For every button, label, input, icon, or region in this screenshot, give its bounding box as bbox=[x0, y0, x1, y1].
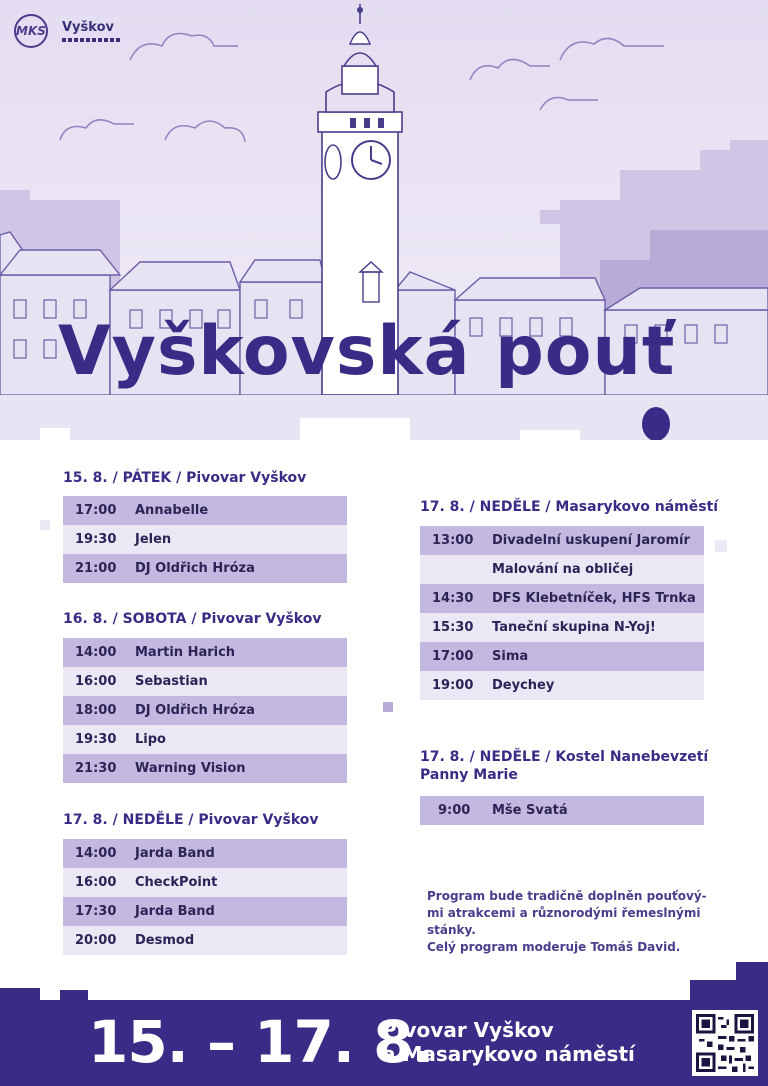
row-act: Sima bbox=[492, 649, 529, 664]
event-title: Vyškovská pouť bbox=[58, 312, 676, 391]
qr-code-icon[interactable] bbox=[692, 1010, 758, 1076]
pixel-decoration bbox=[715, 540, 727, 552]
row-time: 21:00 bbox=[75, 561, 117, 576]
header-logos bbox=[14, 14, 120, 48]
vyskov-logo-bar bbox=[62, 38, 120, 42]
row-act: Divadelní uskupení Jaromír bbox=[492, 533, 690, 548]
row-act: Warning Vision bbox=[135, 761, 246, 776]
pixel-edge bbox=[736, 962, 768, 982]
row-time: 9:00 bbox=[438, 803, 471, 818]
table-row bbox=[420, 671, 704, 700]
town-illustration bbox=[0, 0, 768, 470]
table-row bbox=[63, 667, 347, 696]
section-heading-church-line1: 17. 8. / NEDĚLE / Kostel Nanebevzetí bbox=[420, 749, 709, 765]
row-time: 17:00 bbox=[432, 649, 474, 664]
pixel-decoration bbox=[40, 520, 50, 530]
footer-venue bbox=[382, 1018, 635, 1066]
row-time: 16:00 bbox=[75, 875, 117, 890]
section-heading-saturday: 16. 8. / SOBOTA / Pivovar Vyškov bbox=[63, 611, 322, 627]
table-row bbox=[420, 642, 704, 671]
table-row bbox=[63, 897, 347, 926]
table-row bbox=[420, 613, 704, 642]
row-time: 19:30 bbox=[75, 532, 117, 547]
note-line: Program bude tradičně doplněn pouťový- bbox=[427, 889, 707, 903]
section-heading-church bbox=[420, 748, 708, 784]
row-act: CheckPoint bbox=[135, 875, 218, 890]
pixel-block bbox=[300, 418, 410, 442]
schedule-sunday-square bbox=[420, 526, 704, 700]
footer-dates: 15. – 17. 8. bbox=[88, 1008, 434, 1076]
row-act: Jarda Band bbox=[135, 904, 215, 919]
row-act: Desmod bbox=[135, 933, 195, 948]
row-act: DJ Oldřich Hróza bbox=[135, 703, 255, 718]
row-time: 14:30 bbox=[432, 591, 474, 606]
pixel-block bbox=[520, 430, 580, 442]
note-line: mi atrakcemi a různorodými řemeslnými bbox=[427, 906, 701, 920]
table-row bbox=[63, 696, 347, 725]
table-row bbox=[63, 725, 347, 754]
schedule-saturday bbox=[63, 638, 347, 783]
table-row bbox=[63, 525, 347, 554]
table-row bbox=[420, 555, 704, 584]
pixel-edge bbox=[690, 980, 768, 1002]
pixel-decoration bbox=[383, 702, 393, 712]
footer-venue-line1: Pivovar Vyškov bbox=[382, 1018, 554, 1042]
mks-logo-icon: MKS bbox=[14, 14, 48, 48]
table-row bbox=[420, 526, 704, 555]
row-time: 14:00 bbox=[75, 645, 117, 660]
section-heading-sunday-square: 17. 8. / NEDĚLE / Masarykovo náměstí bbox=[420, 499, 719, 515]
vyskov-logo bbox=[62, 20, 120, 42]
vyskov-logo-text: Vyškov bbox=[62, 20, 114, 35]
footer-venue-line2: a Masarykovo náměstí bbox=[382, 1042, 635, 1066]
schedule-church bbox=[420, 796, 704, 825]
row-act: Malování na obličej bbox=[492, 562, 634, 577]
section-heading-sunday-brewery: 17. 8. / NEDĚLE / Pivovar Vyškov bbox=[63, 812, 319, 828]
row-act: DFS Klebetníček, HFS Trnka bbox=[492, 591, 696, 606]
table-row bbox=[63, 554, 347, 583]
row-time: 13:00 bbox=[432, 533, 474, 548]
note-line: stánky. bbox=[427, 923, 476, 937]
row-time: 17:00 bbox=[75, 503, 117, 518]
table-row bbox=[63, 839, 347, 868]
row-act: Jelen bbox=[135, 532, 172, 547]
row-act: Taneční skupina N-Yoj! bbox=[492, 620, 656, 635]
table-row bbox=[420, 796, 704, 825]
pixel-block bbox=[40, 428, 70, 442]
row-time: 19:00 bbox=[432, 678, 474, 693]
row-act: Annabelle bbox=[135, 503, 209, 518]
row-time: 17:30 bbox=[75, 904, 117, 919]
row-time: 14:00 bbox=[75, 846, 117, 861]
row-time: 18:00 bbox=[75, 703, 117, 718]
row-act: Sebastian bbox=[135, 674, 208, 689]
row-act: Jarda Band bbox=[135, 846, 215, 861]
section-heading-church-line2: Panny Marie bbox=[420, 767, 518, 783]
table-row bbox=[63, 926, 347, 955]
row-time: 20:00 bbox=[75, 933, 117, 948]
note-line: Celý program moderuje Tomáš David. bbox=[427, 940, 681, 954]
row-act: Deychey bbox=[492, 678, 555, 693]
table-row bbox=[63, 868, 347, 897]
schedule-sunday-brewery bbox=[63, 839, 347, 955]
row-act: Lipo bbox=[135, 732, 166, 747]
table-row bbox=[420, 584, 704, 613]
row-act: Mše Svatá bbox=[492, 803, 568, 818]
row-time: 21:30 bbox=[75, 761, 117, 776]
section-heading-friday: 15. 8. / PÁTEK / Pivovar Vyškov bbox=[63, 470, 307, 486]
pixel-transition bbox=[0, 440, 768, 470]
row-time: 15:30 bbox=[432, 620, 474, 635]
table-row bbox=[63, 638, 347, 667]
table-row bbox=[63, 754, 347, 783]
row-act: DJ Oldřich Hróza bbox=[135, 561, 255, 576]
row-time: 19:30 bbox=[75, 732, 117, 747]
program-note bbox=[427, 888, 712, 956]
row-act: Martin Harich bbox=[135, 645, 236, 660]
row-time: 16:00 bbox=[75, 674, 117, 689]
table-row bbox=[63, 496, 347, 525]
schedule-friday bbox=[63, 496, 347, 583]
